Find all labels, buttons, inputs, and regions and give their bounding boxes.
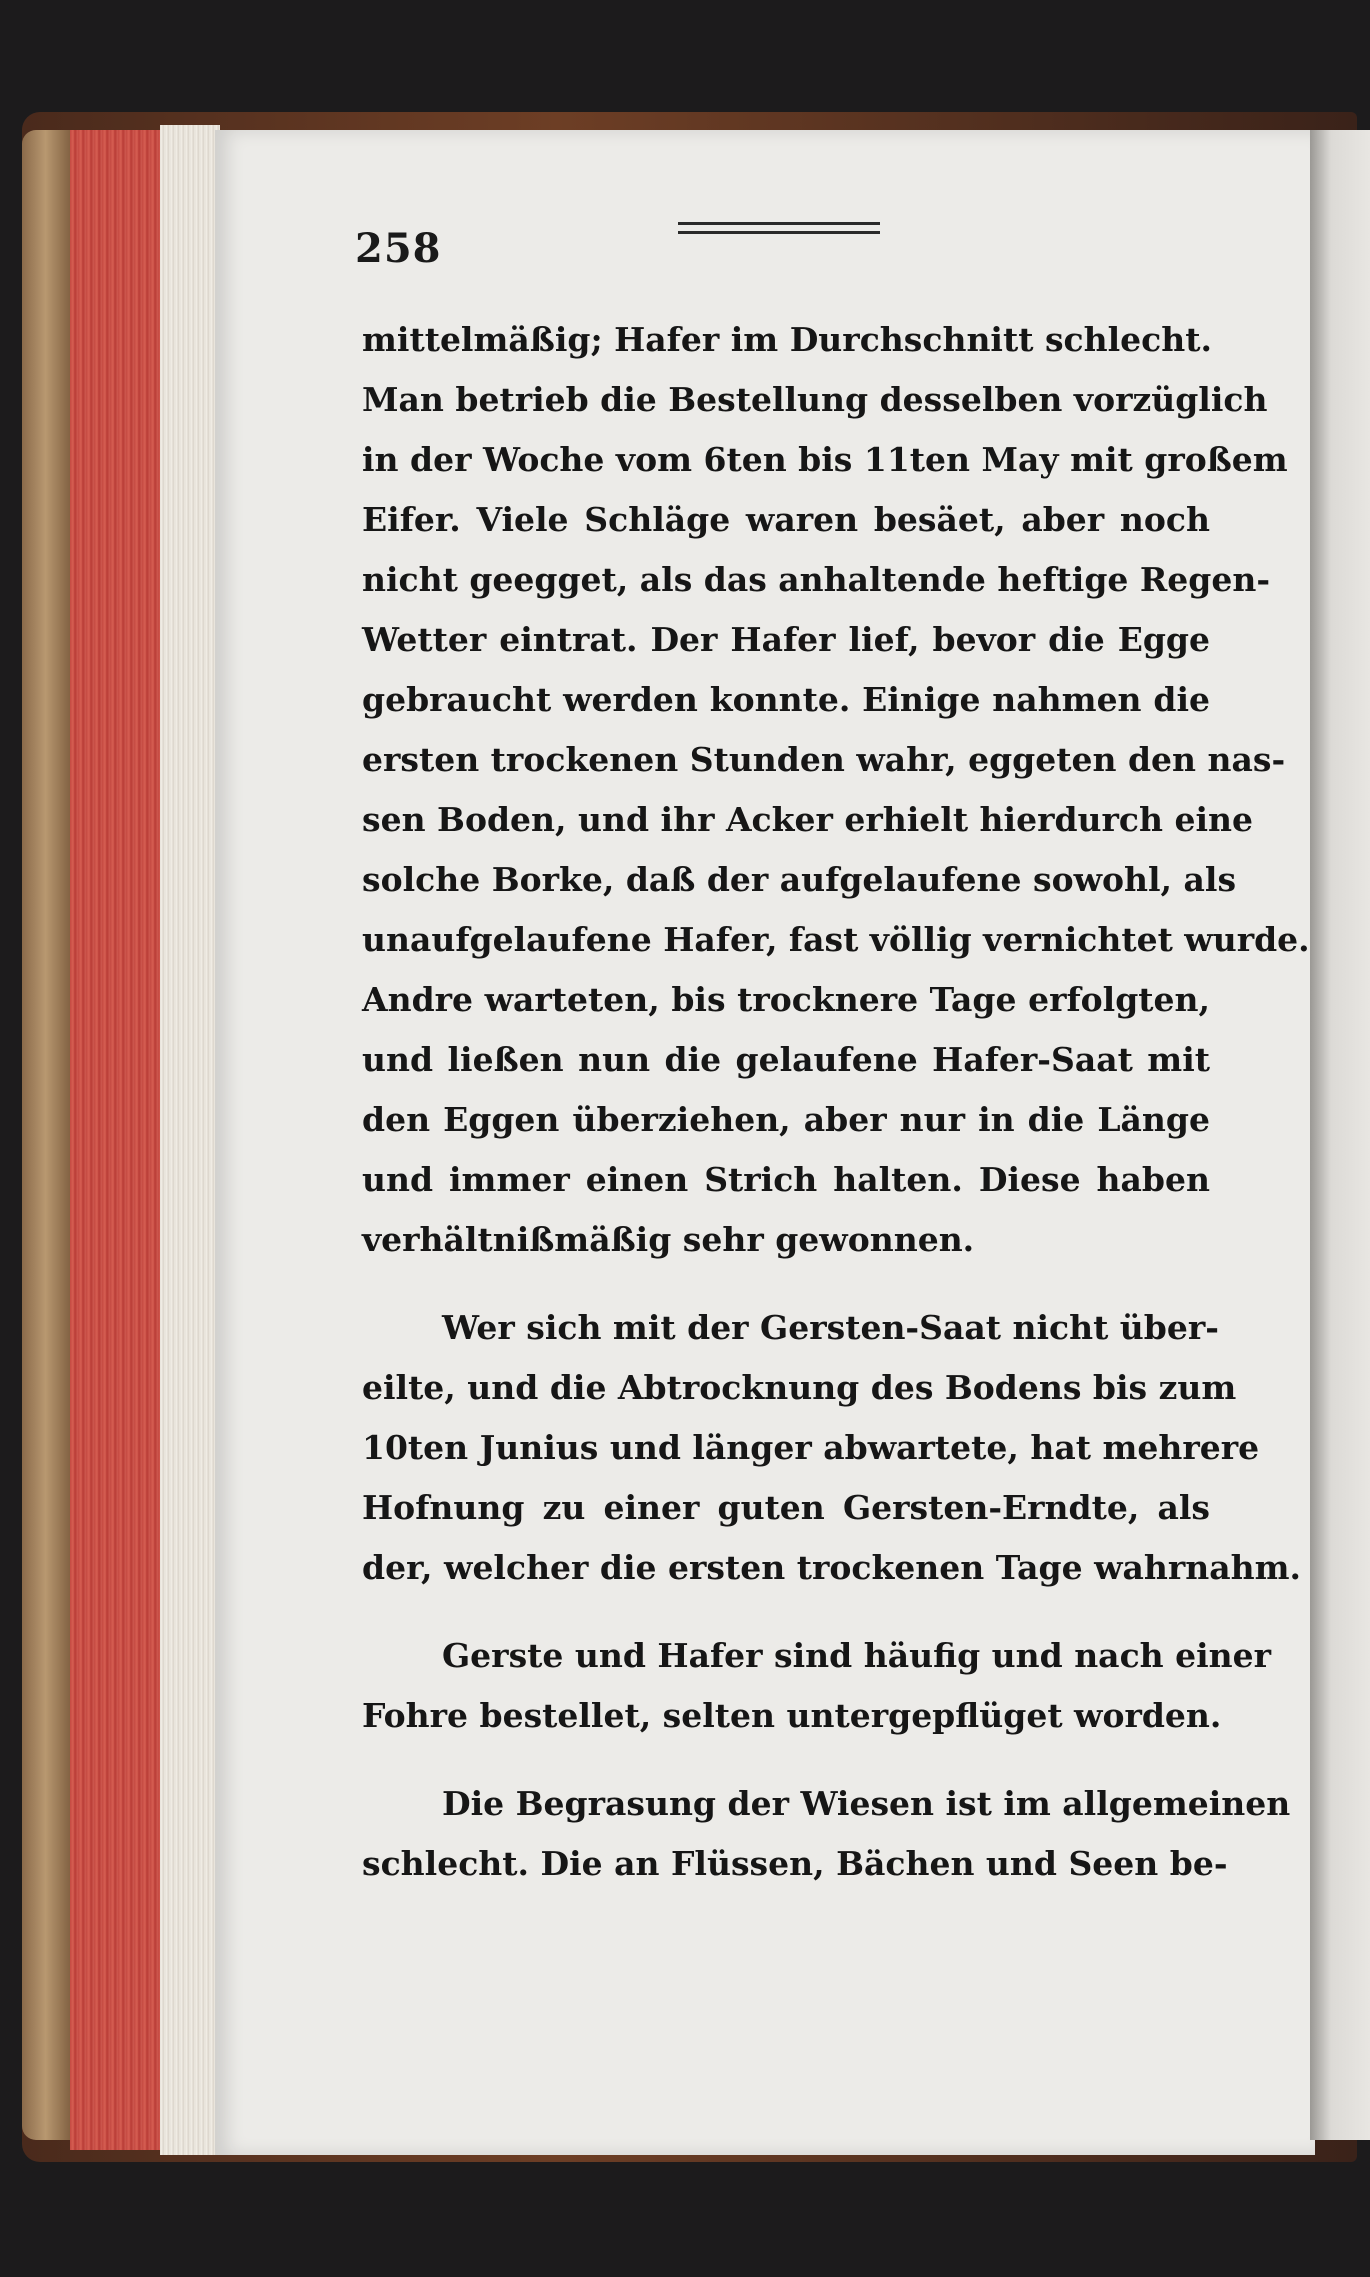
text-line: verhältnißmäßig sehr gewonnen. (362, 1220, 975, 1259)
text-line: mittelmäßig; Hafer im Durchschnitt schlecht. (362, 320, 1212, 359)
facing-page-edge (1310, 130, 1370, 2140)
text-line: und immer einen Strich halten. Diese haben (362, 1160, 1210, 1199)
text-line: gebraucht werden konnte. Einige nahmen die (362, 680, 1210, 719)
header-rule (678, 222, 880, 234)
paragraph-3 (362, 1626, 1272, 1746)
page-stack (160, 125, 220, 2155)
paragraph-2 (362, 1298, 1302, 1598)
text-line: Die Begrasung der Wiesen ist im allgemeinen (442, 1784, 1291, 1823)
page-red-edge (70, 130, 165, 2150)
page-number: 258 (355, 225, 442, 272)
paragraph-4 (362, 1774, 1291, 1894)
text-line: Gerste und Hafer sind häufig und nach einer (442, 1636, 1272, 1675)
paragraph-gap (362, 1598, 1210, 1626)
text-line: Eifer. Viele Schläge waren besäet, aber noch (362, 500, 1210, 539)
text-line: Wetter eintrat. Der Hafer lief, bevor die Egge (362, 620, 1210, 659)
paragraph-gap (362, 1270, 1210, 1298)
text-line: Fohre bestellet, selten untergepflüget worden. (362, 1696, 1222, 1735)
paragraph-1 (362, 310, 1310, 1270)
text-line: 10ten Junius und länger abwartete, hat mehrere (362, 1428, 1260, 1467)
text-line: Man betrieb die Bestellung desselben vorzüglich (362, 380, 1268, 419)
text-line: nicht geegget, als das anhaltende heftige Regen- (362, 560, 1271, 599)
page-text (362, 310, 1310, 1894)
book-spine (22, 130, 74, 2140)
text-line: eilte, und die Abtrocknung des Bodens bis zum (362, 1368, 1237, 1407)
text-line: sen Boden, und ihr Acker erhielt hierdurch eine (362, 800, 1254, 839)
text-line: ersten trockenen Stunden wahr, eggeten den nas- (362, 740, 1286, 779)
text-line: und ließen nun die gelaufene Hafer-Saat mit (362, 1040, 1210, 1079)
paragraph-gap (362, 1746, 1210, 1774)
text-line: Hofnung zu einer guten Gersten-Erndte, als (362, 1488, 1210, 1527)
text-line: den Eggen überziehen, aber nur in die Länge (362, 1100, 1210, 1139)
text-line: solche Borke, daß der aufgelaufene sowohl, als (362, 860, 1237, 899)
text-line: Andre warteten, bis trocknere Tage erfolgten, (362, 980, 1210, 1019)
text-line: schlecht. Die an Flüssen, Bächen und Seen be- (362, 1844, 1228, 1883)
text-line: unaufgelaufene Hafer, fast völlig vernichtet wurde. (362, 920, 1310, 959)
text-line: Wer sich mit der Gersten-Saat nicht über- (442, 1308, 1219, 1347)
text-line: der, welcher die ersten trockenen Tage wahrnahm. (362, 1548, 1302, 1587)
text-line: in der Woche vom 6ten bis 11ten May mit großem (362, 440, 1288, 479)
